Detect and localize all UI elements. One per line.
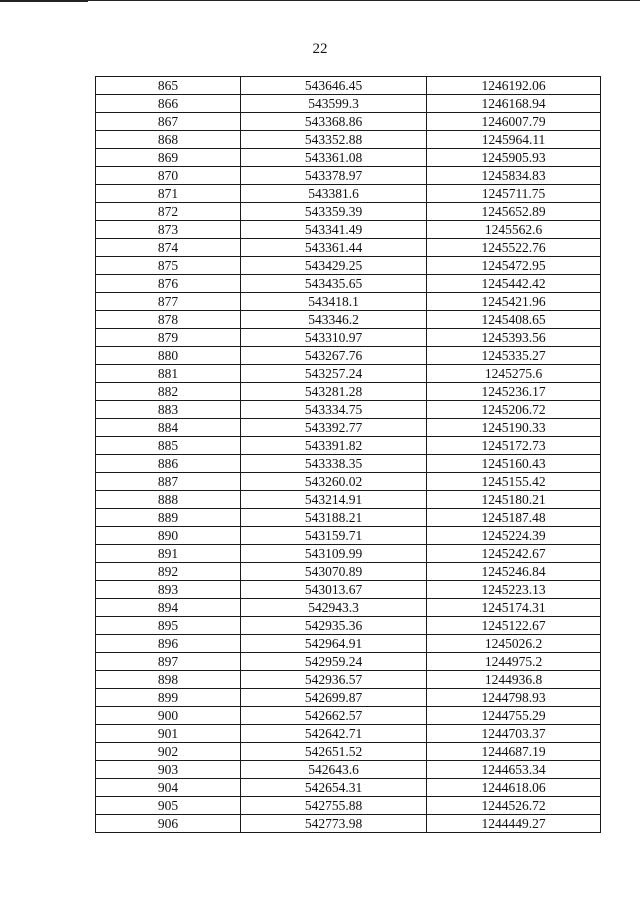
y-coordinate-cell: 1244687.19 (427, 743, 601, 761)
point-number-cell: 873 (96, 221, 241, 239)
point-number-cell: 898 (96, 671, 241, 689)
y-coordinate-cell: 1244703.37 (427, 725, 601, 743)
page-number: 22 (312, 41, 328, 57)
table-row (96, 689, 601, 707)
x-coordinate-cell: 542935.36 (241, 617, 427, 635)
table-row (96, 131, 601, 149)
x-coordinate-cell: 542943.3 (241, 599, 427, 617)
point-number-cell: 896 (96, 635, 241, 653)
x-coordinate-cell: 542959.24 (241, 653, 427, 671)
y-coordinate-cell: 1245393.56 (427, 329, 601, 347)
point-number-cell: 875 (96, 257, 241, 275)
table-row (96, 329, 601, 347)
point-number-cell: 877 (96, 293, 241, 311)
x-coordinate-cell: 543429.25 (241, 257, 427, 275)
y-coordinate-cell: 1245224.39 (427, 527, 601, 545)
point-number-cell: 906 (96, 815, 241, 833)
x-coordinate-cell: 542642.71 (241, 725, 427, 743)
table-row (96, 635, 601, 653)
table-row (96, 311, 601, 329)
y-coordinate-cell: 1245172.73 (427, 437, 601, 455)
point-number-cell: 890 (96, 527, 241, 545)
x-coordinate-cell: 543159.71 (241, 527, 427, 545)
table-row (96, 491, 601, 509)
table-row (96, 707, 601, 725)
y-coordinate-cell: 1244653.34 (427, 761, 601, 779)
y-coordinate-cell: 1245187.48 (427, 509, 601, 527)
table-row (96, 401, 601, 419)
x-coordinate-cell: 543352.88 (241, 131, 427, 149)
y-coordinate-cell: 1245190.33 (427, 419, 601, 437)
x-coordinate-cell: 542662.57 (241, 707, 427, 725)
table-row (96, 725, 601, 743)
point-number-cell: 885 (96, 437, 241, 455)
table-row (96, 527, 601, 545)
table-row (96, 257, 601, 275)
x-coordinate-cell: 543391.82 (241, 437, 427, 455)
point-number-cell: 902 (96, 743, 241, 761)
x-coordinate-cell: 543257.24 (241, 365, 427, 383)
table-row (96, 545, 601, 563)
x-coordinate-cell: 543188.21 (241, 509, 427, 527)
table-row (96, 437, 601, 455)
point-number-cell: 870 (96, 167, 241, 185)
top-border-mark (0, 0, 88, 2)
point-number-cell: 871 (96, 185, 241, 203)
x-coordinate-cell: 543267.76 (241, 347, 427, 365)
x-coordinate-cell: 543013.67 (241, 581, 427, 599)
y-coordinate-cell: 1245711.75 (427, 185, 601, 203)
y-coordinate-cell: 1245242.67 (427, 545, 601, 563)
y-coordinate-cell: 1245522.76 (427, 239, 601, 257)
x-coordinate-cell: 542964.91 (241, 635, 427, 653)
y-coordinate-cell: 1244798.93 (427, 689, 601, 707)
x-coordinate-cell: 543260.02 (241, 473, 427, 491)
x-coordinate-cell: 542699.87 (241, 689, 427, 707)
table-row (96, 473, 601, 491)
x-coordinate-cell: 543361.08 (241, 149, 427, 167)
x-coordinate-cell: 543392.77 (241, 419, 427, 437)
x-coordinate-cell: 543281.28 (241, 383, 427, 401)
y-coordinate-cell: 1245180.21 (427, 491, 601, 509)
point-number-cell: 891 (96, 545, 241, 563)
x-coordinate-cell: 543359.39 (241, 203, 427, 221)
point-number-cell: 872 (96, 203, 241, 221)
table-row (96, 239, 601, 257)
point-number-cell: 879 (96, 329, 241, 347)
y-coordinate-cell: 1245236.17 (427, 383, 601, 401)
y-coordinate-cell: 1246168.94 (427, 95, 601, 113)
y-coordinate-cell: 1245155.42 (427, 473, 601, 491)
y-coordinate-cell: 1245160.43 (427, 455, 601, 473)
point-number-cell: 895 (96, 617, 241, 635)
point-number-cell: 887 (96, 473, 241, 491)
x-coordinate-cell: 543418.1 (241, 293, 427, 311)
y-coordinate-cell: 1245275.6 (427, 365, 601, 383)
table-row (96, 509, 601, 527)
x-coordinate-cell: 543070.89 (241, 563, 427, 581)
y-coordinate-cell: 1245652.89 (427, 203, 601, 221)
point-number-cell: 894 (96, 599, 241, 617)
top-border-line (0, 0, 640, 1)
table-row (96, 599, 601, 617)
x-coordinate-cell: 543109.99 (241, 545, 427, 563)
y-coordinate-cell: 1245834.83 (427, 167, 601, 185)
table-row (96, 761, 601, 779)
y-coordinate-cell: 1245421.96 (427, 293, 601, 311)
x-coordinate-cell: 543338.35 (241, 455, 427, 473)
y-coordinate-cell: 1245174.31 (427, 599, 601, 617)
table-row (96, 671, 601, 689)
point-number-cell: 897 (96, 653, 241, 671)
y-coordinate-cell: 1245026.2 (427, 635, 601, 653)
point-number-cell: 889 (96, 509, 241, 527)
table-row (96, 743, 601, 761)
y-coordinate-cell: 1244755.29 (427, 707, 601, 725)
y-coordinate-cell: 1244526.72 (427, 797, 601, 815)
table-row (96, 203, 601, 221)
table-row (96, 617, 601, 635)
y-coordinate-cell: 1246007.79 (427, 113, 601, 131)
table-row (96, 779, 601, 797)
y-coordinate-cell: 1244975.2 (427, 653, 601, 671)
x-coordinate-cell: 542651.52 (241, 743, 427, 761)
table-row (96, 149, 601, 167)
x-coordinate-cell: 543378.97 (241, 167, 427, 185)
point-number-cell: 866 (96, 95, 241, 113)
y-coordinate-cell: 1245562.6 (427, 221, 601, 239)
table-row (96, 581, 601, 599)
y-coordinate-cell: 1245408.65 (427, 311, 601, 329)
x-coordinate-cell: 543214.91 (241, 491, 427, 509)
x-coordinate-cell: 543341.49 (241, 221, 427, 239)
y-coordinate-cell: 1245206.72 (427, 401, 601, 419)
point-number-cell: 901 (96, 725, 241, 743)
y-coordinate-cell: 1244618.06 (427, 779, 601, 797)
y-coordinate-cell: 1244936.8 (427, 671, 601, 689)
x-coordinate-cell: 543646.45 (241, 77, 427, 95)
x-coordinate-cell: 543361.44 (241, 239, 427, 257)
point-number-cell: 881 (96, 365, 241, 383)
coordinates-table-body (96, 77, 601, 833)
y-coordinate-cell: 1245223.13 (427, 581, 601, 599)
point-number-cell: 880 (96, 347, 241, 365)
point-number-cell: 899 (96, 689, 241, 707)
point-number-cell: 888 (96, 491, 241, 509)
table-row (96, 113, 601, 131)
table-row (96, 365, 601, 383)
point-number-cell: 884 (96, 419, 241, 437)
y-coordinate-cell: 1245246.84 (427, 563, 601, 581)
table-row (96, 383, 601, 401)
point-number-cell: 893 (96, 581, 241, 599)
table-row (96, 419, 601, 437)
x-coordinate-cell: 543346.2 (241, 311, 427, 329)
table-row (96, 95, 601, 113)
y-coordinate-cell: 1246192.06 (427, 77, 601, 95)
y-coordinate-cell: 1244449.27 (427, 815, 601, 833)
y-coordinate-cell: 1245335.27 (427, 347, 601, 365)
y-coordinate-cell: 1245122.67 (427, 617, 601, 635)
point-number-cell: 876 (96, 275, 241, 293)
table-row (96, 221, 601, 239)
table-row (96, 293, 601, 311)
table-row (96, 275, 601, 293)
table-row (96, 653, 601, 671)
point-number-cell: 867 (96, 113, 241, 131)
x-coordinate-cell: 543310.97 (241, 329, 427, 347)
point-number-cell: 904 (96, 779, 241, 797)
x-coordinate-cell: 542936.57 (241, 671, 427, 689)
table-row (96, 797, 601, 815)
table-row (96, 455, 601, 473)
x-coordinate-cell: 542654.31 (241, 779, 427, 797)
x-coordinate-cell: 542755.88 (241, 797, 427, 815)
point-number-cell: 882 (96, 383, 241, 401)
point-number-cell: 886 (96, 455, 241, 473)
point-number-cell: 900 (96, 707, 241, 725)
point-number-cell: 903 (96, 761, 241, 779)
x-coordinate-cell: 543368.86 (241, 113, 427, 131)
x-coordinate-cell: 542773.98 (241, 815, 427, 833)
coordinates-table (95, 76, 601, 833)
table-row (96, 563, 601, 581)
table-row (96, 167, 601, 185)
point-number-cell: 892 (96, 563, 241, 581)
table-row (96, 185, 601, 203)
y-coordinate-cell: 1245472.95 (427, 257, 601, 275)
x-coordinate-cell: 543435.65 (241, 275, 427, 293)
point-number-cell: 869 (96, 149, 241, 167)
point-number-cell: 868 (96, 131, 241, 149)
table-row (96, 347, 601, 365)
point-number-cell: 865 (96, 77, 241, 95)
x-coordinate-cell: 543599.3 (241, 95, 427, 113)
table-row (96, 815, 601, 833)
y-coordinate-cell: 1245905.93 (427, 149, 601, 167)
x-coordinate-cell: 543381.6 (241, 185, 427, 203)
y-coordinate-cell: 1245442.42 (427, 275, 601, 293)
x-coordinate-cell: 543334.75 (241, 401, 427, 419)
y-coordinate-cell: 1245964.11 (427, 131, 601, 149)
x-coordinate-cell: 542643.6 (241, 761, 427, 779)
point-number-cell: 883 (96, 401, 241, 419)
point-number-cell: 905 (96, 797, 241, 815)
point-number-cell: 874 (96, 239, 241, 257)
table-row (96, 77, 601, 95)
point-number-cell: 878 (96, 311, 241, 329)
